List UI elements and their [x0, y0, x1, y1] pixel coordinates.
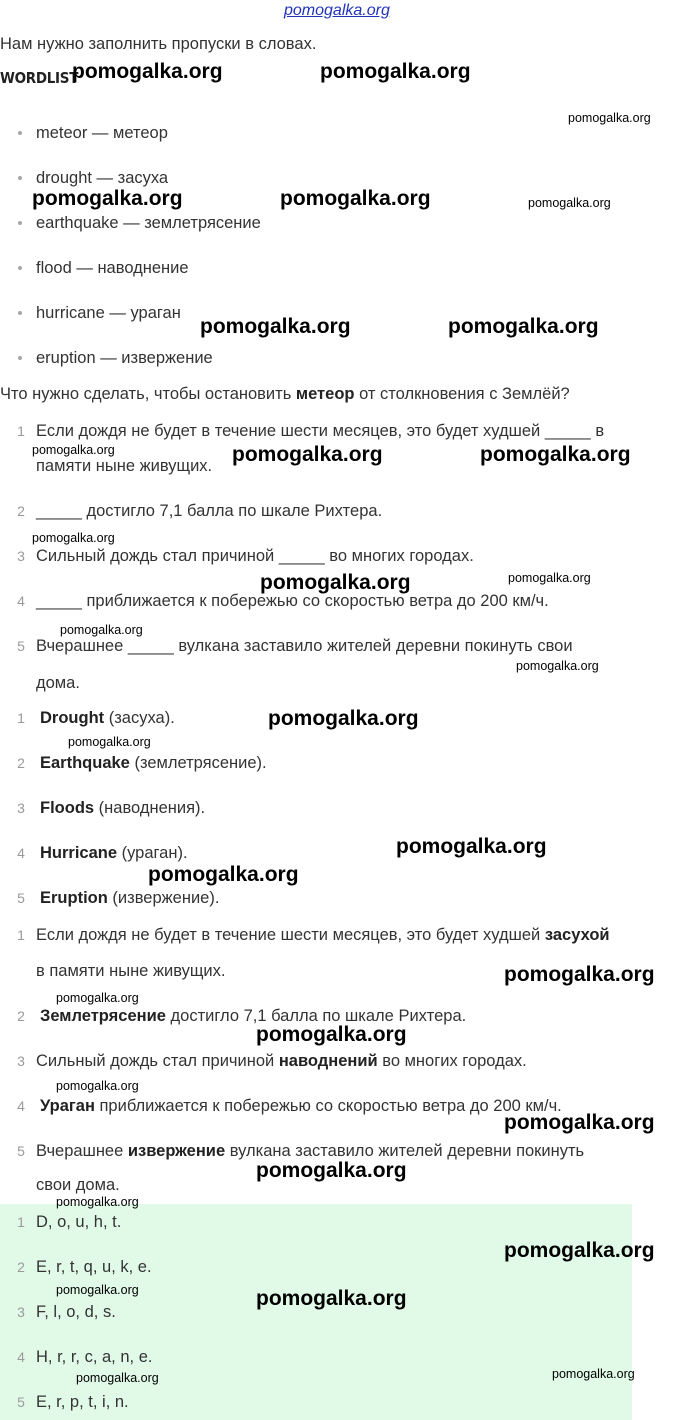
watermark: pomogalka.org: [56, 1283, 139, 1297]
list-number: 3: [17, 1053, 25, 1069]
watermark: pomogalka.org: [256, 1159, 407, 1182]
answer-item: [40, 707, 175, 729]
watermark: pomogalka.org: [552, 1367, 635, 1381]
filled-word: Землетрясение: [40, 1007, 166, 1025]
watermark: pomogalka.org: [56, 1195, 139, 1209]
filled-sentence-3: [36, 1050, 527, 1072]
answer-word: Drought: [40, 709, 105, 727]
filled-sentence-4: [40, 1095, 562, 1117]
list-number: 1: [17, 710, 25, 726]
watermark: pomogalka.org: [256, 1023, 407, 1046]
filled-word: наводнений: [278, 1052, 378, 1070]
watermark: pomogalka.org: [528, 196, 611, 210]
bullet-icon: [18, 131, 22, 135]
list-number: 4: [17, 593, 25, 609]
watermark: pomogalka.org: [200, 315, 351, 338]
letters-item: E, r, t, q, u, k, e.: [36, 1258, 152, 1276]
watermark: pomogalka.org: [76, 1371, 159, 1385]
list-number: 5: [17, 890, 25, 906]
exercise-sentence-2: _____ достигло 7,1 балла по шкале Рихтера.: [36, 502, 383, 520]
list-number: 3: [17, 1304, 25, 1320]
text-part: Сильный дождь стал причиной: [36, 1052, 279, 1070]
answer-word: Floods: [40, 799, 95, 817]
answer-translation: (ураган).: [117, 844, 188, 862]
exercise-sentence-1-cont: памяти ныне живущих.: [36, 457, 213, 475]
watermark: pomogalka.org: [56, 991, 139, 1005]
filled-word: Ураган: [40, 1097, 95, 1115]
wordlist-heading: WORDLIST: [0, 69, 79, 87]
watermark: pomogalka.org: [480, 443, 631, 466]
answer-word: Eruption: [40, 889, 108, 907]
filled-word: извержение: [127, 1142, 226, 1160]
watermark: pomogalka.org: [448, 315, 599, 338]
exercise-sentence-5: Вчерашнее _____ вулкана заставило жителей деревни покинуть свои: [36, 637, 573, 655]
watermark: pomogalka.org: [504, 1239, 655, 1262]
text-part: приближается к побережью со скоростью ветра до 200 км/ч.: [94, 1097, 562, 1115]
filled-word: засухой: [544, 926, 610, 944]
question-after: от столкновения с Землёй?: [354, 385, 570, 403]
watermark: pomogalka.org: [148, 863, 299, 886]
answer-item: [40, 797, 205, 819]
watermark: pomogalka.org: [68, 735, 151, 749]
exercise-sentence-4: _____ приближается к побережью со скоростью ветра до 200 км/ч.: [36, 592, 549, 610]
list-number: 1: [17, 423, 25, 439]
text-part: во многих городах.: [377, 1052, 527, 1070]
watermark: pomogalka.org: [232, 443, 383, 466]
list-item: meteor — метеор: [36, 124, 168, 142]
list-number: 5: [17, 638, 25, 654]
watermark: pomogalka.org: [280, 187, 431, 210]
watermark: pomogalka.org: [256, 1287, 407, 1310]
answer-word: Hurricane: [40, 844, 118, 862]
exercise-sentence-1: Если дождя не будет в течение шести месяцев, это будет худшей _____ в: [36, 422, 605, 440]
text-part: Если дождя не будет в течение шести месяцев, это будет худшей: [36, 926, 545, 944]
list-number: 4: [17, 1349, 25, 1365]
question-bold: метеор: [295, 385, 355, 403]
top-link[interactable]: pomogalka.org: [284, 2, 390, 19]
answer-translation: (землетрясение).: [129, 754, 267, 772]
list-number: 2: [17, 755, 25, 771]
filled-sentence-1: [36, 924, 610, 946]
watermark: pomogalka.org: [260, 571, 411, 594]
watermark: pomogalka.org: [504, 1111, 655, 1134]
bullet-icon: [18, 356, 22, 360]
watermark: pomogalka.org: [32, 187, 183, 210]
filled-sentence-1-cont: в памяти ныне живущих.: [36, 962, 226, 980]
answer-item: [40, 842, 188, 864]
list-number: 1: [17, 927, 25, 943]
list-item: hurricane — ураган: [36, 304, 181, 322]
list-item: flood — наводнение: [36, 259, 189, 277]
text-part: достигло 7,1 балла по шкале Рихтера.: [165, 1007, 467, 1025]
text-part: Вчерашнее: [36, 1142, 128, 1160]
list-number: 3: [17, 800, 25, 816]
list-item: earthquake — землетрясение: [36, 214, 261, 232]
list-number: 4: [17, 845, 25, 861]
letters-item: F, l, o, d, s.: [36, 1303, 116, 1321]
watermark: pomogalka.org: [60, 623, 143, 637]
answer-translation: (извержение).: [107, 889, 220, 907]
bullet-icon: [18, 266, 22, 270]
answer-item: [40, 752, 267, 774]
list-number: 4: [17, 1098, 25, 1114]
list-number: 1: [17, 1214, 25, 1230]
watermark: pomogalka.org: [72, 60, 223, 83]
text-part: вулкана заставило жителей деревни покинуть: [225, 1142, 585, 1160]
answer-translation: (засуха).: [104, 709, 175, 727]
watermark: pomogalka.org: [504, 963, 655, 986]
question: [0, 383, 570, 405]
intro-text: Нам нужно заполнить пропуски в словах.: [0, 35, 317, 53]
exercise-sentence-5-cont: дома.: [36, 674, 80, 692]
bullet-icon: [18, 221, 22, 225]
exercise-sentence-3: Сильный дождь стал причиной _____ во многих городах.: [36, 547, 474, 565]
list-item: eruption — извержение: [36, 349, 213, 367]
answer-translation: (наводнения).: [94, 799, 206, 817]
list-number: 5: [17, 1394, 25, 1410]
list-number: 2: [17, 503, 25, 519]
watermark: pomogalka.org: [32, 443, 115, 457]
list-number: 5: [17, 1143, 25, 1159]
letters-item: H, r, r, c, a, n, e.: [36, 1348, 153, 1366]
watermark: pomogalka.org: [568, 111, 651, 125]
letters-item: E, r, p, t, i, n.: [36, 1393, 129, 1411]
watermark: pomogalka.org: [508, 571, 591, 585]
list-number: 2: [17, 1008, 25, 1024]
letters-item: D, o, u, h, t.: [36, 1213, 122, 1231]
question-before: Что нужно сделать, чтобы остановить: [0, 385, 296, 403]
watermark: pomogalka.org: [268, 707, 419, 730]
list-number: 3: [17, 548, 25, 564]
answer-word: Earthquake: [40, 754, 130, 772]
filled-sentence-5-cont: свои дома.: [36, 1176, 120, 1194]
answer-item: [40, 887, 219, 909]
watermark: pomogalka.org: [516, 659, 599, 673]
list-item: drought — засуха: [36, 169, 169, 187]
list-number: 2: [17, 1259, 25, 1275]
bullet-icon: [18, 311, 22, 315]
watermark: pomogalka.org: [396, 835, 547, 858]
watermark: pomogalka.org: [56, 1079, 139, 1093]
watermark: pomogalka.org: [320, 60, 471, 83]
bullet-icon: [18, 176, 22, 180]
watermark: pomogalka.org: [32, 531, 115, 545]
